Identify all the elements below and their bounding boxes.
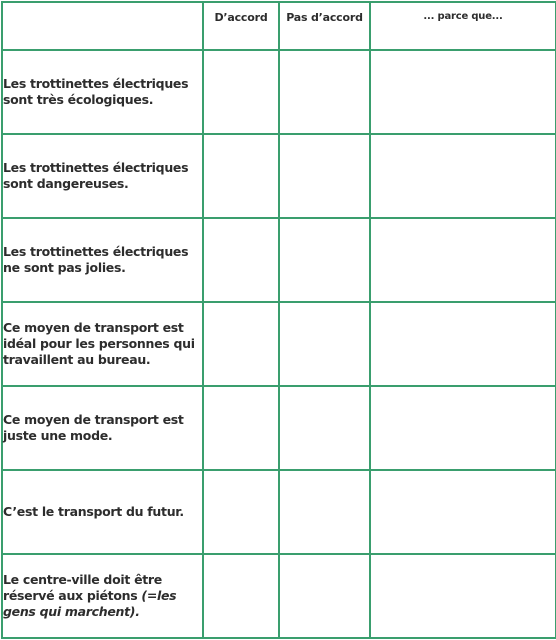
opinion-table	[1, 1, 556, 639]
agree-cell[interactable]	[203, 302, 279, 386]
disagree-cell[interactable]	[279, 470, 370, 554]
statement-text: Les trottinettes électriques sont dangereuses.	[3, 160, 189, 191]
because-cell[interactable]	[370, 386, 556, 470]
because-cell[interactable]	[370, 470, 556, 554]
because-cell[interactable]	[370, 134, 556, 218]
statement-cell	[2, 302, 203, 386]
agree-cell[interactable]	[203, 554, 279, 638]
statement-text: Ce moyen de transport est idéal pour les personnes qui travaillent au bureau.	[3, 320, 195, 367]
statement-text: Les trottinettes électriques ne sont pas jolies.	[3, 244, 189, 275]
statement-text: C’est le transport du futur.	[3, 504, 184, 519]
disagree-cell[interactable]	[279, 302, 370, 386]
table-row	[2, 302, 556, 386]
table-row	[2, 218, 556, 302]
because-cell[interactable]	[370, 302, 556, 386]
statement-italic-text: (=les gens qui marchent).	[3, 588, 177, 619]
disagree-cell[interactable]	[279, 554, 370, 638]
agree-cell[interactable]	[203, 470, 279, 554]
disagree-cell[interactable]	[279, 218, 370, 302]
header-statement	[2, 2, 203, 50]
agree-cell[interactable]	[203, 50, 279, 134]
statement-text: Le centre-ville doit être réservé aux piétons	[3, 572, 162, 603]
statement-cell	[2, 386, 203, 470]
statement-cell	[2, 470, 203, 554]
table-row	[2, 470, 556, 554]
header-disagree: Pas d’accord	[279, 2, 370, 50]
statement-cell	[2, 218, 203, 302]
header-agree: D’accord	[203, 2, 279, 50]
table-header-row	[2, 2, 556, 50]
because-cell[interactable]	[370, 218, 556, 302]
statement-cell	[2, 554, 203, 638]
header-because: ... parce que...	[370, 2, 556, 50]
statement-text: Les trottinettes électriques sont très écologiques.	[3, 76, 189, 107]
table-row	[2, 386, 556, 470]
table-row	[2, 134, 556, 218]
disagree-cell[interactable]	[279, 386, 370, 470]
table-row	[2, 50, 556, 134]
statement-cell	[2, 134, 203, 218]
agree-cell[interactable]	[203, 218, 279, 302]
disagree-cell[interactable]	[279, 50, 370, 134]
agree-cell[interactable]	[203, 134, 279, 218]
because-cell[interactable]	[370, 554, 556, 638]
table-row	[2, 554, 556, 638]
agree-cell[interactable]	[203, 386, 279, 470]
statement-cell	[2, 50, 203, 134]
statement-text: Ce moyen de transport est juste une mode.	[3, 412, 184, 443]
because-cell[interactable]	[370, 50, 556, 134]
disagree-cell[interactable]	[279, 134, 370, 218]
